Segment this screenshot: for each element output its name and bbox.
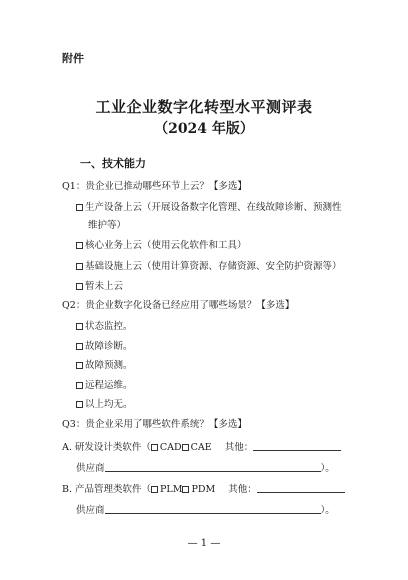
page-subtitle: （2024 年版）	[154, 121, 254, 137]
checkbox[interactable]	[76, 242, 83, 249]
checkbox-plm[interactable]	[151, 486, 158, 493]
page-number: — 1 —	[187, 538, 221, 549]
section-heading: 一、技术能力	[80, 157, 146, 170]
other-software-a-field[interactable]	[253, 440, 341, 451]
checkbox[interactable]	[76, 283, 83, 290]
q3-option-b: B. 产品管理类软件（ PLM PDM 其他：	[62, 482, 345, 496]
q2-option-none[interactable]: 以上均无。	[76, 399, 133, 411]
checkbox-cad[interactable]	[151, 444, 158, 451]
q3-b-supplier: 供应商 ）。	[76, 505, 335, 516]
q2-option-prediction[interactable]: 故障预测。	[76, 360, 133, 372]
other-software-b-field[interactable]	[257, 482, 345, 493]
checkbox[interactable]	[76, 263, 83, 270]
supplier-b-field[interactable]	[105, 503, 321, 514]
checkbox[interactable]	[76, 323, 83, 330]
attachment-label: 附件	[62, 52, 84, 65]
q3-a-supplier: 供应商 ）。	[76, 463, 335, 474]
q1-option-none[interactable]: 暂未上云	[76, 281, 123, 293]
q2-option-remote-maintenance[interactable]: 远程运维。	[76, 380, 133, 392]
checkbox-pdm[interactable]	[182, 486, 189, 493]
q2-question: Q2：贵企业数字化设备已经应用了哪些场景？【多选】	[62, 300, 295, 311]
checkbox[interactable]	[76, 382, 83, 389]
q3-question: Q3：贵企业采用了哪些软件系统？【多选】	[62, 419, 247, 430]
checkbox[interactable]	[76, 204, 83, 211]
q1-option-continuation: 维护等）	[88, 220, 127, 231]
checkbox-cae[interactable]	[182, 444, 189, 451]
checkbox[interactable]	[76, 401, 83, 408]
checkbox[interactable]	[76, 343, 83, 350]
page-title: 工业企业数字化转型水平测评表	[95, 98, 313, 116]
q2-option-monitoring[interactable]: 状态监控。	[76, 321, 133, 333]
q1-option-core-business-cloud[interactable]: 核心业务上云（使用云化软件和工具）	[76, 240, 247, 252]
q1-question: Q1：贵企业已推动哪些环节上云？【多选】	[62, 181, 247, 192]
q1-option-device-cloud[interactable]: 生产设备上云（开展设备数字化管理、在线故障诊断、预测性	[76, 202, 342, 214]
q3-option-a: A. 研发设计类软件（ CAD CAE 其他：	[62, 440, 341, 454]
supplier-a-field[interactable]	[105, 461, 321, 472]
checkbox[interactable]	[76, 362, 83, 369]
q1-option-infrastructure-cloud[interactable]: 基础设施上云（使用计算资源、存储资源、安全防护资源等）	[76, 261, 342, 273]
q2-option-diagnosis[interactable]: 故障诊断。	[76, 341, 133, 353]
